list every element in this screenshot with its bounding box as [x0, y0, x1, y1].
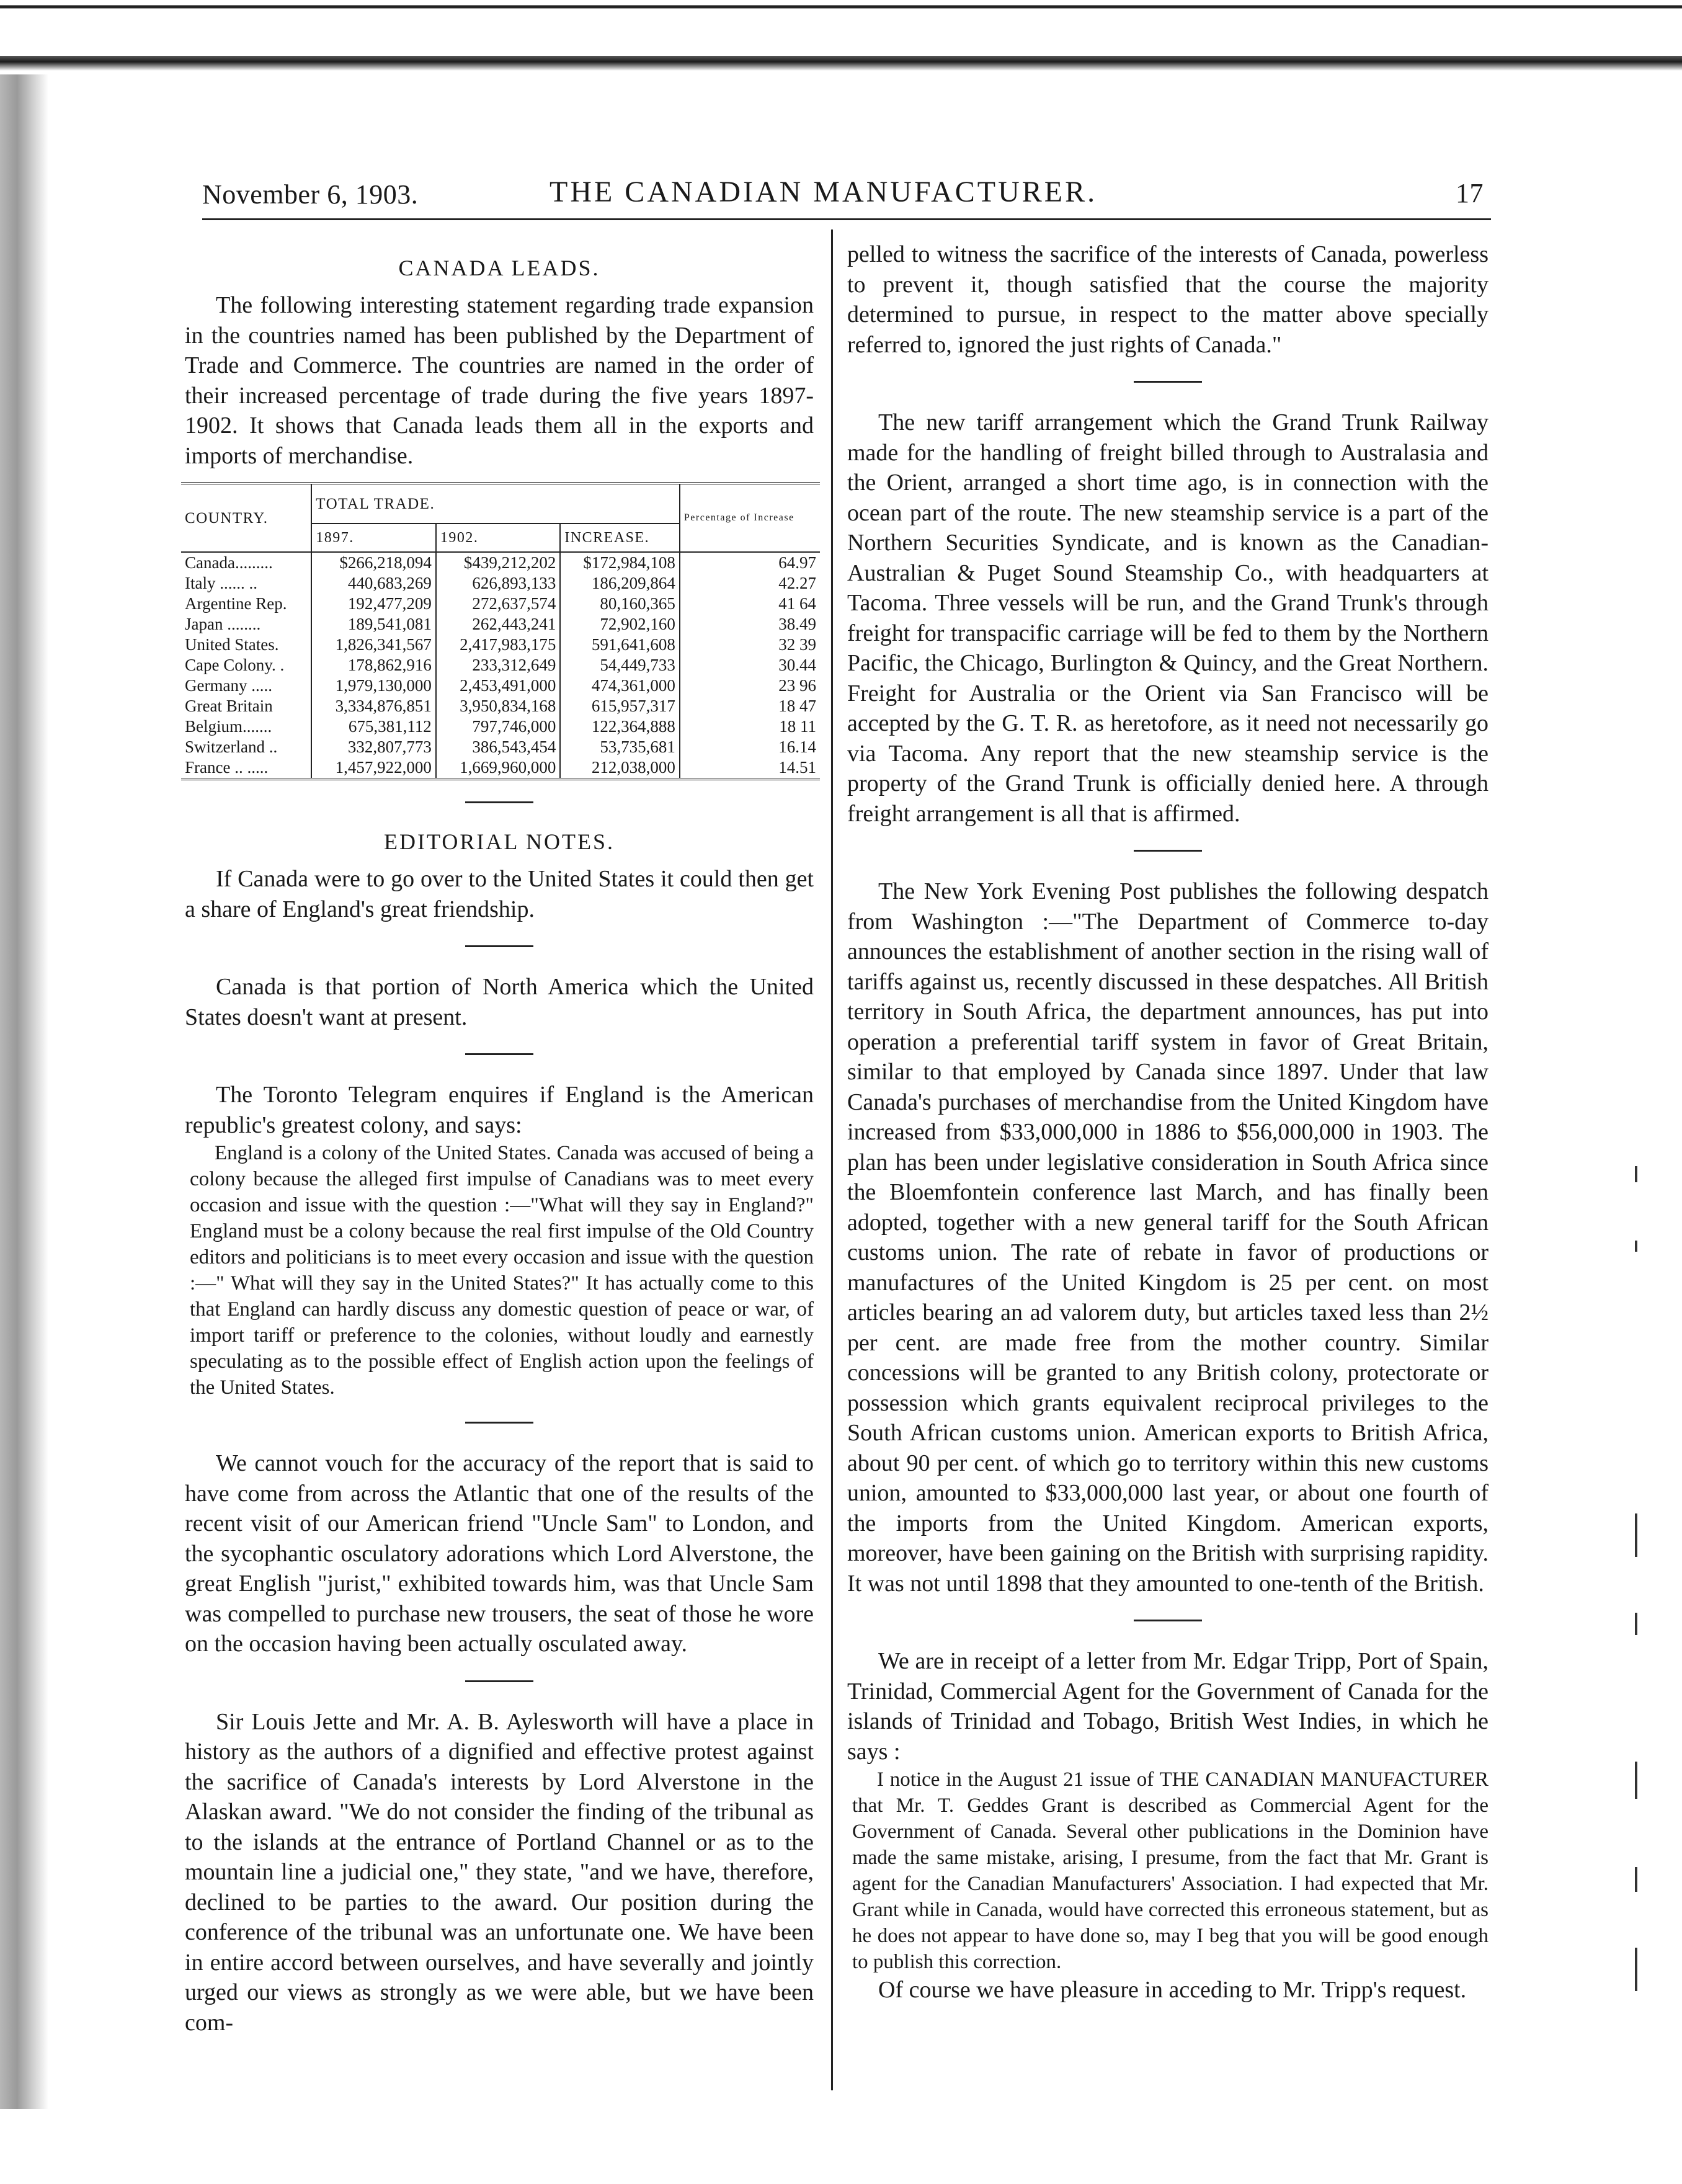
issue-date: November 6, 1903.: [202, 179, 419, 210]
trade-1902-cell: 2,453,491,000: [436, 675, 561, 696]
col-percentage: Percentage of Increase: [680, 483, 820, 552]
col-country: COUNTRY.: [181, 483, 311, 552]
section-separator: [465, 945, 533, 947]
quoted-extract: [185, 1140, 814, 1401]
column-divider: [831, 230, 833, 2090]
country-cell: France .. .....: [181, 757, 311, 779]
increase-cell: 72,902,160: [560, 614, 680, 635]
note-paragraph: The New York Evening Post publishes the following despatch from Washington :—"The Department of Commerce to-day announces the establishment of another section in the rising wall of tariffs against us, recently discussed in these despatches. All British territory in South Africa, the department announces, has put into operation a preferential tariff system in favor of Great Britain, similar to that employed by Canada since 1897. Under that law Canada's purchases of merchandise from the United Kingdom have increased from $33,000,000 in 1886 to $56,000,000 in 1903. The plan has been under legislative consideration in South Africa since the Bloemfontein conference last March, and has finally been adopted, together with a new general tariff for the South African customs union. The rate of rebate in favor of productions or manufactures of the United Kingdom is 25 per cent. on most articles bearing an ad valorem duty, but articles taxed less than 2½ per cent. are made free from the mother country. Similar concessions will be granted to any British colony, protectorate or possession which grants equivalent reciprocal privileges to the South African customs union. American exports to British Africa, about 90 per cent. of which go to territory within this new customs union, amounted to $33,000,000 last year, or about one fourth of the imports from the United Kingdom. American exports, moreover, have been gaining on the British with surprising rapidity. It was not until 1898 that they amounted to one-tenth of the British.: [847, 878, 1488, 1597]
trade-1902-cell: 3,950,834,168: [436, 696, 561, 716]
note-paragraph: If Canada were to go over to the United States it could then get a share of England's great friendship.: [185, 866, 814, 922]
increase-cell: $172,984,108: [560, 552, 680, 573]
trade-table-body: [181, 552, 820, 779]
trade-1897-cell: $266,218,094: [311, 552, 436, 573]
section-separator: [1134, 850, 1202, 852]
note-paragraph: The new tariff arrangement which the Grand Trunk Railway made for the handling of freight billed through to Australasia and the Orient, arranged a short time ago, is in connection with the ocean part of the route. The new steamship service is a part of the Northern Securities Syndicate, and is known as the Canadian-Australian & Puget Sound Steamship Co., with headquarters at Tacoma. Three vessels will be run, and the Grand Trunk's through freight for transpacific carriage will be fed to them by the Northern Pacific, the Chicago, Burlington & Quincy, and the Great Northern. Freight for Australia or the Orient via San Francisco will be accepted by the G. T. R. as heretofore, as it need not necessarily go via Tacoma. Any report that the new steamship service is the property of the Grand Trunk is officially denied here. A through freight arrangement is all that is affirmed.: [847, 409, 1488, 827]
editorial-notes-heading: EDITORIAL NOTES.: [384, 829, 615, 854]
col-increase: INCREASE.: [560, 524, 680, 552]
percentage-cell: 18 11: [680, 716, 820, 737]
increase-cell: 186,209,864: [560, 573, 680, 594]
country-cell: Switzerland ..: [185, 738, 278, 756]
section-separator: [1134, 1620, 1202, 1621]
left-column: [185, 239, 814, 2038]
percentage-cell: 30.44: [680, 655, 820, 675]
canada-leads-intro: The following interesting statement regarding trade expansion in the countries named has been published by the Department of Trade and Commerce. The countries are named in the order of their increased percentage of trade during the five years 1897-1902. It shows that Canada leads them all in the exports and imports of merchandise.: [185, 292, 814, 469]
table-row: [181, 655, 820, 675]
percentage-cell: 32 39: [680, 635, 820, 655]
page-header: [202, 175, 1491, 212]
table-row: [181, 737, 820, 757]
trade-1897-cell: 332,807,773: [311, 737, 436, 757]
quoted-letter: [847, 1767, 1488, 1975]
country-cell: Germany .....: [185, 676, 272, 695]
increase-cell: 80,160,365: [560, 594, 680, 614]
country-cell: Argentine Rep.: [185, 594, 287, 613]
trade-1902-cell: 272,637,574: [436, 594, 561, 614]
page-number: 17: [1456, 178, 1484, 208]
country-cell: Cape Colony. .: [185, 656, 285, 674]
percentage-cell: 14.51: [680, 757, 820, 779]
table-row: [181, 552, 820, 573]
publication-title: THE CANADIAN MANUFACTURER.: [550, 176, 1098, 208]
trade-1897-cell: 1,826,341,567: [311, 635, 436, 655]
trade-1897-cell: 192,477,209: [311, 594, 436, 614]
header-rule: [202, 218, 1491, 220]
percentage-cell: 64.97: [680, 552, 820, 573]
country-cell: Italy ...... ..: [185, 574, 257, 592]
country-cell: Canada.........: [185, 553, 273, 572]
percentage-cell: 16.14: [680, 737, 820, 757]
quote-paragraph: England is a colony of the United States. Canada was accused of being a colony because the alleged first impulse of Canadians was to meet every occasion and issue with the question :—"What will they say in England?" England must be a colony because the real first impulse of the Old Country editors and politicians is to meet every occasion and issue with the question :—" What will they say in the United States?" It has actually come to this that England can hardly discuss any domestic question of peace or war, of import tariff or preference to the colonies, without loudly and earnestly speculating as to the possible effect of English action upon the feelings of the United States.: [190, 1142, 814, 1399]
table-row: [181, 594, 820, 614]
trade-1902-cell: $439,212,202: [436, 552, 561, 573]
trade-1897-cell: 3,334,876,851: [311, 696, 436, 716]
trade-1902-cell: 626,893,133: [436, 573, 561, 594]
increase-cell: 212,038,000: [560, 757, 680, 779]
trade-1897-cell: 189,541,081: [311, 614, 436, 635]
increase-cell: 122,364,888: [560, 716, 680, 737]
increase-cell: 54,449,733: [560, 655, 680, 675]
table-row: [181, 635, 820, 655]
country-cell: Japan ........: [185, 615, 261, 633]
scan-right-marks: [1630, 1166, 1644, 2097]
right-column: [847, 239, 1488, 2005]
table-row: [181, 716, 820, 737]
trade-1897-cell: 1,979,130,000: [311, 675, 436, 696]
scan-left-margin: [0, 74, 48, 2109]
note-paragraph: The Toronto Telegram enquires if England is the American republic's greatest colony, and says:: [185, 1082, 814, 1138]
section-separator: [465, 1053, 533, 1055]
country-cell: United States.: [185, 635, 279, 654]
country-cell: Belgium.......: [185, 717, 272, 736]
note-paragraph: We cannot vouch for the accuracy of the report that is said to have come from across the Atlantic that one of the results of the recent visit of our American friend "Uncle Sam" to London, and the sycophantic osculatory adorations which Lord Alverstone, the great English "jurist," exhibited towards him, was that Uncle Sam was compelled to purchase new trousers, the seat of those he wore on the occasion having been actually osculated away.: [185, 1450, 814, 1657]
percentage-cell: 41 64: [680, 594, 820, 614]
note-paragraph: Sir Louis Jette and Mr. A. B. Aylesworth will have a place in history as the authors of a dignified and effective protest against the sacrifice of Canada's interests by Lord Alverstone in the Alaskan award. "We do not consider the finding of the tribunal as to the islands at the entrance of Portland Channel or as to the mountain line a judicial one," they state, "and we have, therefore, declined to be parties to the award. Our position during the conference of the tribunal was an unfortunate one. We have been in entire accord between ourselves, and have severally and jointly urged our views as strongly as we were able, but we have been com-: [185, 1708, 814, 2036]
trade-1902-cell: 1,669,960,000: [436, 757, 561, 779]
table-row: [181, 573, 820, 594]
table-row: [181, 614, 820, 635]
percentage-cell: 18 47: [680, 696, 820, 716]
table-row: [181, 675, 820, 696]
note-paragraph: We are in receipt of a letter from Mr. Edgar Tripp, Port of Spain, Trinidad, Commercial Agent for the Government of Canada for the islands of Trinidad and Tobago, British West Indies, in which he says :: [847, 1648, 1488, 1765]
section-separator: [1134, 381, 1202, 383]
trade-1897-cell: 178,862,916: [311, 655, 436, 675]
continued-paragraph: pelled to witness the sacrifice of the interests of Canada, powerless to prevent it, though satisfied that the course the majority determined to pursue, in respect to the matter above specially referred to, ignored the just rights of Canada.": [847, 241, 1488, 358]
scan-top-edge: [0, 56, 1682, 71]
increase-cell: 53,735,681: [560, 737, 680, 757]
section-separator: [465, 1680, 533, 1682]
increase-cell: 591,641,608: [560, 635, 680, 655]
trade-1902-cell: 262,443,241: [436, 614, 561, 635]
trade-1897-cell: 675,381,112: [311, 716, 436, 737]
increase-cell: 474,361,000: [560, 675, 680, 696]
trade-1902-cell: 386,543,454: [436, 737, 561, 757]
trade-1902-cell: 797,746,000: [436, 716, 561, 737]
closing-paragraph: Of course we have pleasure in acceding to Mr. Tripp's request.: [878, 1977, 1467, 2003]
col-1897: 1897.: [311, 524, 436, 552]
trade-1897-cell: 1,457,922,000: [311, 757, 436, 779]
scan-top-bar: [0, 0, 1682, 62]
section-separator: [465, 801, 533, 803]
country-cell: Great Britain: [185, 697, 273, 715]
trade-1897-cell: 440,683,269: [311, 573, 436, 594]
canada-leads-heading: CANADA LEADS.: [398, 256, 600, 280]
col-1902: 1902.: [436, 524, 561, 552]
col-total-trade: TOTAL TRADE.: [311, 483, 680, 524]
section-separator: [465, 1422, 533, 1424]
percentage-cell: 23 96: [680, 675, 820, 696]
quote-paragraph: I notice in the August 21 issue of THE CANADIAN MANUFACTURER that Mr. T. Geddes Grant is described as Commercial Agent for the Government of Canada. Several other publications in the Dominion have made the same mistake, arising, I presume, from the fact that Mr. Grant is agent for the Canadian Manufacturers' Association. I had expected that Mr. Grant while in Canada, would have corrected this erroneous statement, but as he does not appear to have done so, may I beg that you will be good enough to publish this correction.: [852, 1768, 1488, 1973]
note-paragraph: Canada is that portion of North America which the United States doesn't want at present.: [185, 974, 814, 1030]
percentage-cell: 38.49: [680, 614, 820, 635]
trade-1902-cell: 233,312,649: [436, 655, 561, 675]
table-row: [181, 757, 820, 779]
table-row: [181, 696, 820, 716]
trade-table: [181, 482, 820, 780]
percentage-cell: 42.27: [680, 573, 820, 594]
increase-cell: 615,957,317: [560, 696, 680, 716]
trade-1902-cell: 2,417,983,175: [436, 635, 561, 655]
